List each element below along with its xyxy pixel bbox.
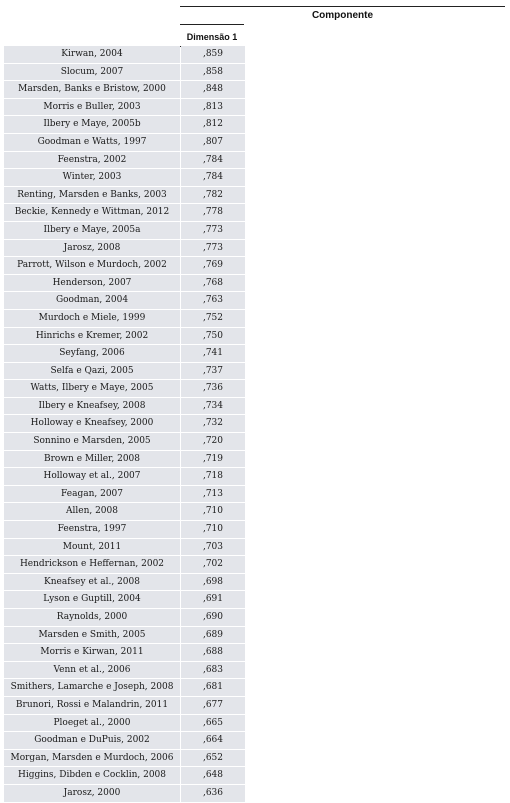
author-cell: Seyfang, 2006 <box>4 345 180 362</box>
table-row <box>4 503 245 521</box>
table-row <box>4 679 245 697</box>
author-cell: Feenstra, 1997 <box>4 521 180 538</box>
loading-value-cell: ,737 <box>181 363 245 380</box>
blank-area <box>245 46 505 761</box>
table-row <box>4 187 245 205</box>
loading-value-cell: ,636 <box>181 785 245 802</box>
table-row <box>4 451 245 469</box>
table-row <box>4 627 245 645</box>
table-row <box>4 380 245 398</box>
author-cell: Parrott, Wilson e Murdoch, 2002 <box>4 257 180 274</box>
table-row <box>4 345 245 363</box>
loading-value-cell: ,859 <box>181 46 245 63</box>
table-row <box>4 240 245 258</box>
loading-value-cell: ,677 <box>181 697 245 714</box>
author-cell: Ilbery e Maye, 2005b <box>4 116 180 133</box>
table-row <box>4 222 245 240</box>
author-cell: Morgan, Marsden e Murdoch, 2006 <box>4 750 180 767</box>
loading-value-cell: ,752 <box>181 310 245 327</box>
author-cell: Renting, Marsden e Banks, 2003 <box>4 187 180 204</box>
author-cell: Murdoch e Miele, 1999 <box>4 310 180 327</box>
author-cell: Jarosz, 2000 <box>4 785 180 802</box>
author-cell: Slocum, 2007 <box>4 64 180 81</box>
component-header: Componente <box>180 6 505 25</box>
author-cell: Feenstra, 2002 <box>4 152 180 169</box>
table-row <box>4 750 245 768</box>
author-cell: Henderson, 2007 <box>4 275 180 292</box>
author-cell: Brunori, Rossi e Malandrin, 2011 <box>4 697 180 714</box>
loading-value-cell: ,689 <box>181 627 245 644</box>
table-body <box>4 46 245 803</box>
table-row <box>4 134 245 152</box>
loading-value-cell: ,648 <box>181 767 245 784</box>
table-row <box>4 46 245 64</box>
loading-value-cell: ,778 <box>181 204 245 221</box>
author-cell: Selfa e Qazi, 2005 <box>4 363 180 380</box>
table-row <box>4 169 245 187</box>
table-row <box>4 486 245 504</box>
table-row <box>4 785 245 803</box>
author-cell: Feagan, 2007 <box>4 486 180 503</box>
table-row <box>4 767 245 785</box>
loading-value-cell: ,702 <box>181 556 245 573</box>
author-cell: Jarosz, 2008 <box>4 240 180 257</box>
author-cell: Goodman e DuPuis, 2002 <box>4 732 180 749</box>
loading-value-cell: ,812 <box>181 116 245 133</box>
loading-value-cell: ,718 <box>181 468 245 485</box>
author-cell: Mount, 2011 <box>4 539 180 556</box>
author-cell: Higgins, Dibden e Cocklin, 2008 <box>4 767 180 784</box>
author-cell: Allen, 2008 <box>4 503 180 520</box>
table-row <box>4 609 245 627</box>
loading-value-cell: ,681 <box>181 679 245 696</box>
table-row <box>4 116 245 134</box>
loading-value-cell: ,734 <box>181 398 245 415</box>
author-cell: Winter, 2003 <box>4 169 180 186</box>
loading-value-cell: ,691 <box>181 591 245 608</box>
author-cell: Smithers, Lamarche e Joseph, 2008 <box>4 679 180 696</box>
table-row <box>4 574 245 592</box>
table-row <box>4 363 245 381</box>
loading-value-cell: ,784 <box>181 152 245 169</box>
table-row <box>4 398 245 416</box>
loading-value-cell: ,773 <box>181 222 245 239</box>
author-cell: Venn et al., 2006 <box>4 662 180 679</box>
author-cell: Goodman e Watts, 1997 <box>4 134 180 151</box>
loading-value-cell: ,698 <box>181 574 245 591</box>
dimension-header: Dimensão 1 <box>180 24 244 47</box>
author-cell: Holloway et al., 2007 <box>4 468 180 485</box>
table-row <box>4 468 245 486</box>
table-row <box>4 415 245 433</box>
table-row <box>4 433 245 451</box>
table-row <box>4 539 245 557</box>
loading-value-cell: ,688 <box>181 644 245 661</box>
table-row <box>4 732 245 750</box>
loading-value-cell: ,768 <box>181 275 245 292</box>
table-row <box>4 204 245 222</box>
loading-value-cell: ,665 <box>181 715 245 732</box>
table-row <box>4 275 245 293</box>
author-cell: Kirwan, 2004 <box>4 46 180 63</box>
table-row <box>4 310 245 328</box>
author-cell: Goodman, 2004 <box>4 292 180 309</box>
table-row <box>4 662 245 680</box>
loading-value-cell: ,683 <box>181 662 245 679</box>
author-cell: Beckie, Kennedy e Wittman, 2012 <box>4 204 180 221</box>
loading-value-cell: ,858 <box>181 64 245 81</box>
author-cell: Hendrickson e Heffernan, 2002 <box>4 556 180 573</box>
loading-value-cell: ,732 <box>181 415 245 432</box>
loading-value-cell: ,782 <box>181 187 245 204</box>
table-row <box>4 81 245 99</box>
author-cell: Morris e Kirwan, 2011 <box>4 644 180 661</box>
author-cell: Marsden e Smith, 2005 <box>4 627 180 644</box>
author-cell: Raynolds, 2000 <box>4 609 180 626</box>
author-cell: Ploeget al., 2000 <box>4 715 180 732</box>
table-row <box>4 328 245 346</box>
loading-value-cell: ,719 <box>181 451 245 468</box>
loading-value-cell: ,807 <box>181 134 245 151</box>
table-row <box>4 64 245 82</box>
author-cell: Sonnino e Marsden, 2005 <box>4 433 180 450</box>
loading-value-cell: ,741 <box>181 345 245 362</box>
table-row <box>4 152 245 170</box>
author-cell: Ilbery e Maye, 2005a <box>4 222 180 239</box>
loading-value-cell: ,690 <box>181 609 245 626</box>
loading-value-cell: ,736 <box>181 380 245 397</box>
table-row <box>4 521 245 539</box>
loading-value-cell: ,773 <box>181 240 245 257</box>
loading-value-cell: ,713 <box>181 486 245 503</box>
loading-value-cell: ,750 <box>181 328 245 345</box>
author-cell: Marsden, Banks e Bristow, 2000 <box>4 81 180 98</box>
loading-value-cell: ,769 <box>181 257 245 274</box>
author-cell: Ilbery e Kneafsey, 2008 <box>4 398 180 415</box>
author-cell: Watts, Ilbery e Maye, 2005 <box>4 380 180 397</box>
author-cell: Hinrichs e Kremer, 2002 <box>4 328 180 345</box>
loading-value-cell: ,664 <box>181 732 245 749</box>
loading-value-cell: ,763 <box>181 292 245 309</box>
author-cell: Kneafsey et al., 2008 <box>4 574 180 591</box>
loading-value-cell: ,703 <box>181 539 245 556</box>
loading-value-cell: ,720 <box>181 433 245 450</box>
author-cell: Lyson e Guptill, 2004 <box>4 591 180 608</box>
author-cell: Holloway e Kneafsey, 2000 <box>4 415 180 432</box>
table-row <box>4 591 245 609</box>
table-row <box>4 715 245 733</box>
loading-value-cell: ,710 <box>181 521 245 538</box>
loading-value-cell: ,848 <box>181 81 245 98</box>
table-row <box>4 292 245 310</box>
table-row <box>4 644 245 662</box>
author-cell: Morris e Buller, 2003 <box>4 99 180 116</box>
loading-value-cell: ,710 <box>181 503 245 520</box>
author-cell: Brown e Miller, 2008 <box>4 451 180 468</box>
table-row <box>4 556 245 574</box>
table-row <box>4 697 245 715</box>
table-row <box>4 257 245 275</box>
table-row <box>4 99 245 117</box>
loading-value-cell: ,784 <box>181 169 245 186</box>
loading-value-cell: ,813 <box>181 99 245 116</box>
loading-value-cell: ,652 <box>181 750 245 767</box>
